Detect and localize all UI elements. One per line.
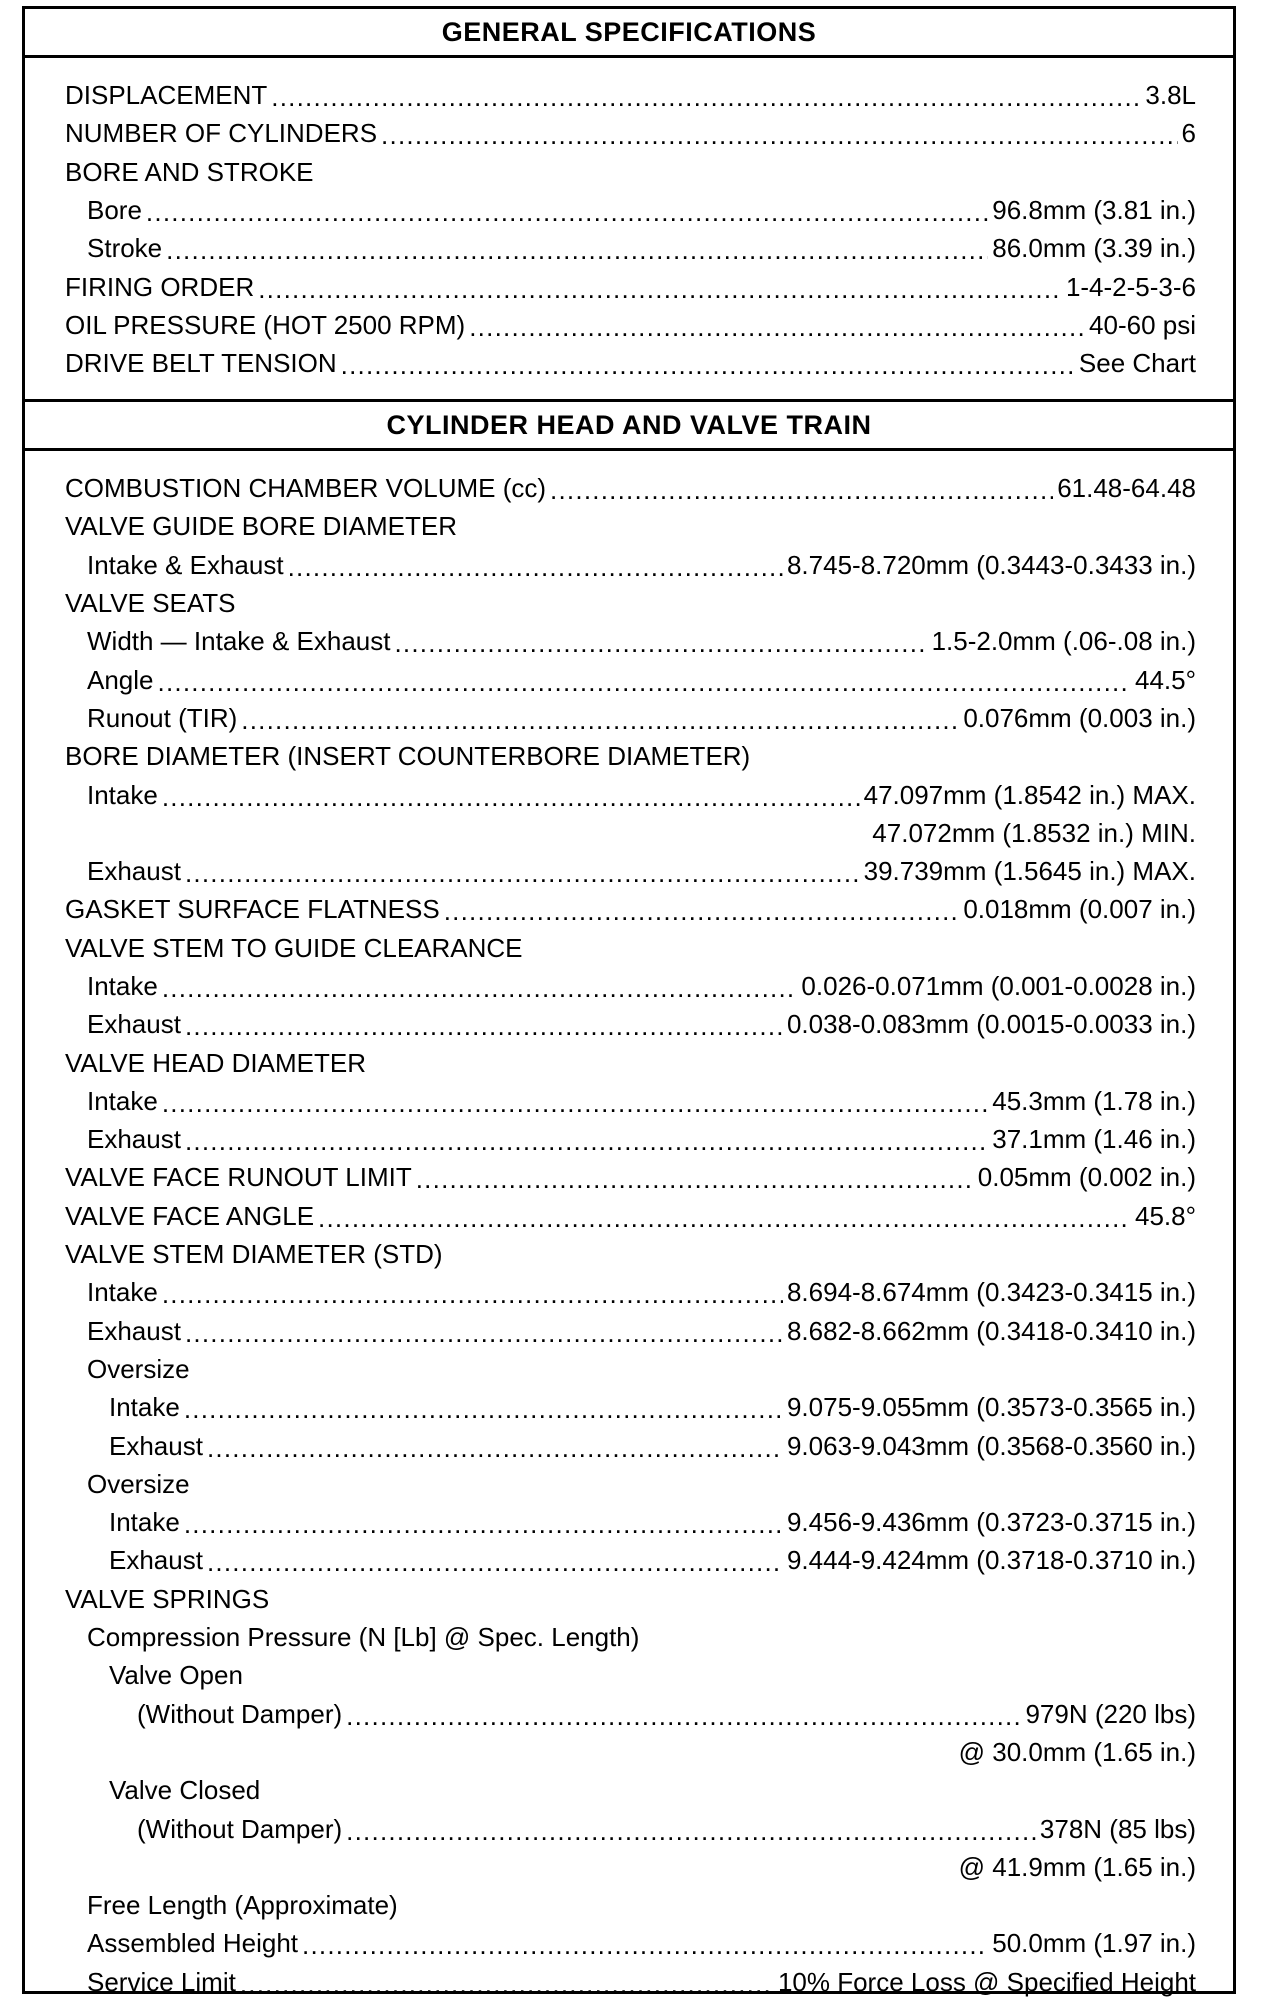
spec-value: 50.0mm (1.97 in.) — [992, 1928, 1196, 1959]
spec-label: Exhaust — [87, 1009, 181, 1040]
spec-label: Exhaust — [109, 1430, 203, 1461]
spec-label: Oversize — [87, 1468, 190, 1499]
spec-label: BORE DIAMETER (INSERT COUNTERBORE DIAMETER) — [65, 741, 751, 772]
general-specifications-body — [25, 58, 1233, 399]
spec-label: Intake — [87, 779, 158, 810]
spec-value: 96.8mm (3.81 in.) — [992, 195, 1196, 226]
spec-value: 37.1mm (1.46 in.) — [992, 1124, 1196, 1155]
leader-dots — [469, 314, 1085, 340]
spec-value: 0.018mm (0.007 in.) — [963, 894, 1196, 925]
spec-label: (Without Damper) — [137, 1813, 343, 1844]
spec-row — [65, 967, 1196, 1005]
leader-dots — [185, 1320, 783, 1346]
spec-value: 1.5-2.0mm (.06-.08 in.) — [931, 626, 1196, 657]
spec-heading — [65, 584, 1196, 622]
leader-dots — [341, 352, 1075, 378]
leader-dots — [185, 1128, 988, 1154]
leader-dots — [318, 1205, 1131, 1231]
spec-label: Valve Closed — [109, 1775, 261, 1806]
spec-label: Oversize — [87, 1353, 190, 1384]
leader-dots — [162, 1281, 783, 1307]
spec-label: Intake — [87, 1085, 158, 1116]
leader-dots — [288, 554, 783, 580]
spec-label: Angle — [87, 664, 154, 695]
spec-value: 40-60 psi — [1089, 309, 1196, 340]
spec-value: 378N (85 lbs) — [1039, 1813, 1196, 1844]
spec-row — [65, 267, 1196, 305]
spec-row — [65, 1005, 1196, 1043]
spec-value: 3.8L — [1145, 80, 1196, 111]
spec-row — [65, 1426, 1196, 1464]
spec-value: 9.456-9.436mm (0.3723-0.3715 in.) — [786, 1507, 1196, 1538]
leader-dots — [146, 199, 988, 225]
spec-row — [65, 660, 1196, 698]
spec-row — [65, 1273, 1196, 1311]
leader-dots — [166, 237, 988, 263]
leader-dots — [184, 1396, 783, 1422]
spec-value: 45.3mm (1.78 in.) — [992, 1085, 1196, 1116]
spec-label: Intake — [87, 971, 158, 1001]
spec-value: 45.8° — [1134, 1200, 1196, 1231]
spec-value: 8.694-8.674mm (0.3423-0.3415 in.) — [786, 1277, 1196, 1308]
leader-dots — [394, 630, 927, 656]
spec-label: VALVE HEAD DIAMETER — [65, 1047, 366, 1078]
spec-label: VALVE FACE ANGLE — [65, 1200, 315, 1231]
spec-label: Exhaust — [87, 1124, 181, 1155]
spec-value: @ 41.9mm (1.65 in.) — [958, 1851, 1196, 1882]
spec-value: 0.05mm (0.002 in.) — [977, 1162, 1196, 1193]
spec-value: 0.076mm (0.003 in.) — [963, 702, 1196, 733]
spec-value: 0.026-0.071mm (0.001-0.0028 in.) — [801, 971, 1196, 1001]
spec-label: Width — Intake & Exhaust — [87, 626, 391, 657]
spec-value: 0.038-0.083mm (0.0015-0.0033 in.) — [786, 1009, 1196, 1040]
leader-dots — [185, 860, 860, 886]
spec-label: Intake — [87, 1277, 158, 1308]
spec-label: Exhaust — [87, 1315, 181, 1346]
section-title: GENERAL SPECIFICATIONS — [441, 16, 817, 47]
spec-row — [65, 1197, 1196, 1235]
spec-row — [65, 114, 1196, 152]
spec-heading — [65, 1465, 1196, 1503]
leader-dots — [271, 84, 1141, 110]
leader-dots — [162, 975, 798, 1001]
spec-label: Stroke — [87, 233, 163, 264]
spec-label: Valve Open — [109, 1660, 243, 1691]
spec-label: VALVE SEATS — [65, 588, 236, 619]
spec-label: COMBUSTION CHAMBER VOLUME (cc) — [65, 473, 547, 504]
leader-dots — [162, 1090, 988, 1116]
spec-value: 9.063-9.043mm (0.3568-0.3560 in.) — [786, 1430, 1196, 1461]
leader-dots — [416, 1166, 974, 1192]
spec-label: GASKET SURFACE FLATNESS — [65, 894, 440, 925]
leader-dots — [162, 784, 860, 810]
leader-dots — [258, 276, 1062, 302]
spec-value: 39.739mm (1.5645 in.) MAX. — [863, 856, 1196, 887]
spec-continuation — [65, 1848, 1196, 1886]
spec-value: 1-4-2-5-3-6 — [1065, 271, 1196, 302]
spec-label: Runout (TIR) — [87, 702, 238, 733]
spec-value: 61.48-64.48 — [1057, 473, 1196, 504]
spec-label: Intake & Exhaust — [87, 549, 284, 580]
spec-heading — [65, 1580, 1196, 1618]
spec-row — [65, 1924, 1196, 1962]
spec-heading — [65, 153, 1196, 191]
leader-dots — [381, 122, 1177, 148]
spec-value: 47.097mm (1.8542 in.) MAX. — [863, 779, 1196, 810]
spec-row — [65, 469, 1196, 507]
spec-value: 86.0mm (3.39 in.) — [992, 233, 1196, 264]
spec-row — [65, 76, 1196, 114]
spec-row — [65, 1809, 1196, 1847]
leader-dots — [207, 1549, 783, 1575]
leader-dots — [241, 707, 959, 733]
spec-heading — [65, 507, 1196, 545]
spec-row — [65, 699, 1196, 737]
spec-heading — [65, 1656, 1196, 1694]
spec-row — [65, 852, 1196, 890]
spec-label: OIL PRESSURE (HOT 2500 RPM) — [65, 309, 466, 340]
leader-dots — [302, 1932, 988, 1958]
spec-continuation — [65, 1733, 1196, 1771]
spec-row — [65, 622, 1196, 660]
spec-row — [65, 775, 1196, 813]
spec-value: 6 — [1181, 118, 1196, 149]
spec-label: VALVE SPRINGS — [65, 1583, 270, 1614]
spec-row — [65, 1082, 1196, 1120]
spec-heading — [65, 1618, 1196, 1656]
spec-label: Intake — [109, 1392, 180, 1423]
spec-heading — [65, 1235, 1196, 1273]
spec-row — [65, 546, 1196, 584]
spec-heading — [65, 1771, 1196, 1809]
spec-label: VALVE GUIDE BORE DIAMETER — [65, 511, 458, 542]
spec-value: 10% Force Loss @ Specified Height — [777, 1966, 1196, 1997]
spec-row — [65, 1158, 1196, 1196]
spec-label: Exhaust — [109, 1545, 203, 1576]
spec-label: Bore — [87, 195, 142, 226]
section-title: CYLINDER HEAD AND VALVE TRAIN — [386, 409, 872, 440]
spec-label: (Without Damper) — [137, 1698, 343, 1729]
cylinder-head-body — [25, 451, 1233, 2001]
spec-row — [65, 1963, 1196, 2001]
spec-row — [65, 890, 1196, 928]
leader-dots — [240, 1971, 774, 1997]
spec-label: Intake — [109, 1507, 180, 1538]
spec-label: DRIVE BELT TENSION — [65, 348, 337, 379]
spec-label: BORE AND STROKE — [65, 156, 314, 187]
spec-continuation — [65, 814, 1196, 852]
spec-value: 47.072mm (1.8532 in.) MIN. — [872, 817, 1196, 848]
spec-heading — [65, 737, 1196, 775]
spec-label: DISPLACEMENT — [65, 80, 268, 111]
spec-label: Assembled Height — [87, 1928, 298, 1959]
spec-value: 8.682-8.662mm (0.3418-0.3410 in.) — [786, 1315, 1196, 1346]
spec-label: Service Limit — [87, 1966, 236, 1997]
leader-dots — [184, 1511, 783, 1537]
spec-heading — [65, 1350, 1196, 1388]
spec-value: @ 30.0mm (1.65 in.) — [958, 1736, 1196, 1767]
spec-value: 979N (220 lbs) — [1025, 1698, 1196, 1729]
leader-dots — [158, 669, 1131, 695]
spec-label: Exhaust — [87, 856, 181, 887]
spec-row — [65, 306, 1196, 344]
spec-table — [22, 6, 1236, 1997]
spec-row — [65, 1695, 1196, 1733]
leader-dots — [346, 1703, 1021, 1729]
spec-row — [65, 1503, 1196, 1541]
spec-value: See Chart — [1078, 348, 1196, 379]
leader-dots — [207, 1435, 783, 1461]
leader-dots — [346, 1818, 1036, 1844]
spec-value: 9.444-9.424mm (0.3718-0.3710 in.) — [786, 1545, 1196, 1576]
spec-row — [65, 229, 1196, 267]
spec-row — [65, 1312, 1196, 1350]
spec-row — [65, 1541, 1196, 1579]
general-specifications-header — [25, 9, 1233, 58]
spec-label: Free Length (Approximate) — [87, 1890, 398, 1921]
spec-label: Compression Pressure (N [Lb] @ Spec. Length) — [87, 1622, 640, 1653]
spec-label: VALVE FACE RUNOUT LIMIT — [65, 1162, 412, 1193]
spec-value: 44.5° — [1134, 664, 1196, 695]
cylinder-head-header — [25, 399, 1233, 451]
leader-dots — [550, 477, 1053, 503]
spec-heading — [65, 1886, 1196, 1924]
spec-row — [65, 1120, 1196, 1158]
spec-heading — [65, 929, 1196, 967]
spec-value: 9.075-9.055mm (0.3573-0.3565 in.) — [786, 1392, 1196, 1423]
spec-label: FIRING ORDER — [65, 271, 255, 302]
spec-label: VALVE STEM DIAMETER (STD) — [65, 1239, 443, 1270]
spec-label: VALVE STEM TO GUIDE CLEARANCE — [65, 932, 523, 963]
spec-label: NUMBER OF CYLINDERS — [65, 118, 378, 149]
leader-dots — [185, 1013, 783, 1039]
spec-row — [65, 344, 1196, 382]
spec-row — [65, 191, 1196, 229]
leader-dots — [444, 898, 960, 924]
spec-value: 8.745-8.720mm (0.3443-0.3433 in.) — [786, 549, 1196, 580]
spec-row — [65, 1388, 1196, 1426]
spec-heading — [65, 1043, 1196, 1081]
